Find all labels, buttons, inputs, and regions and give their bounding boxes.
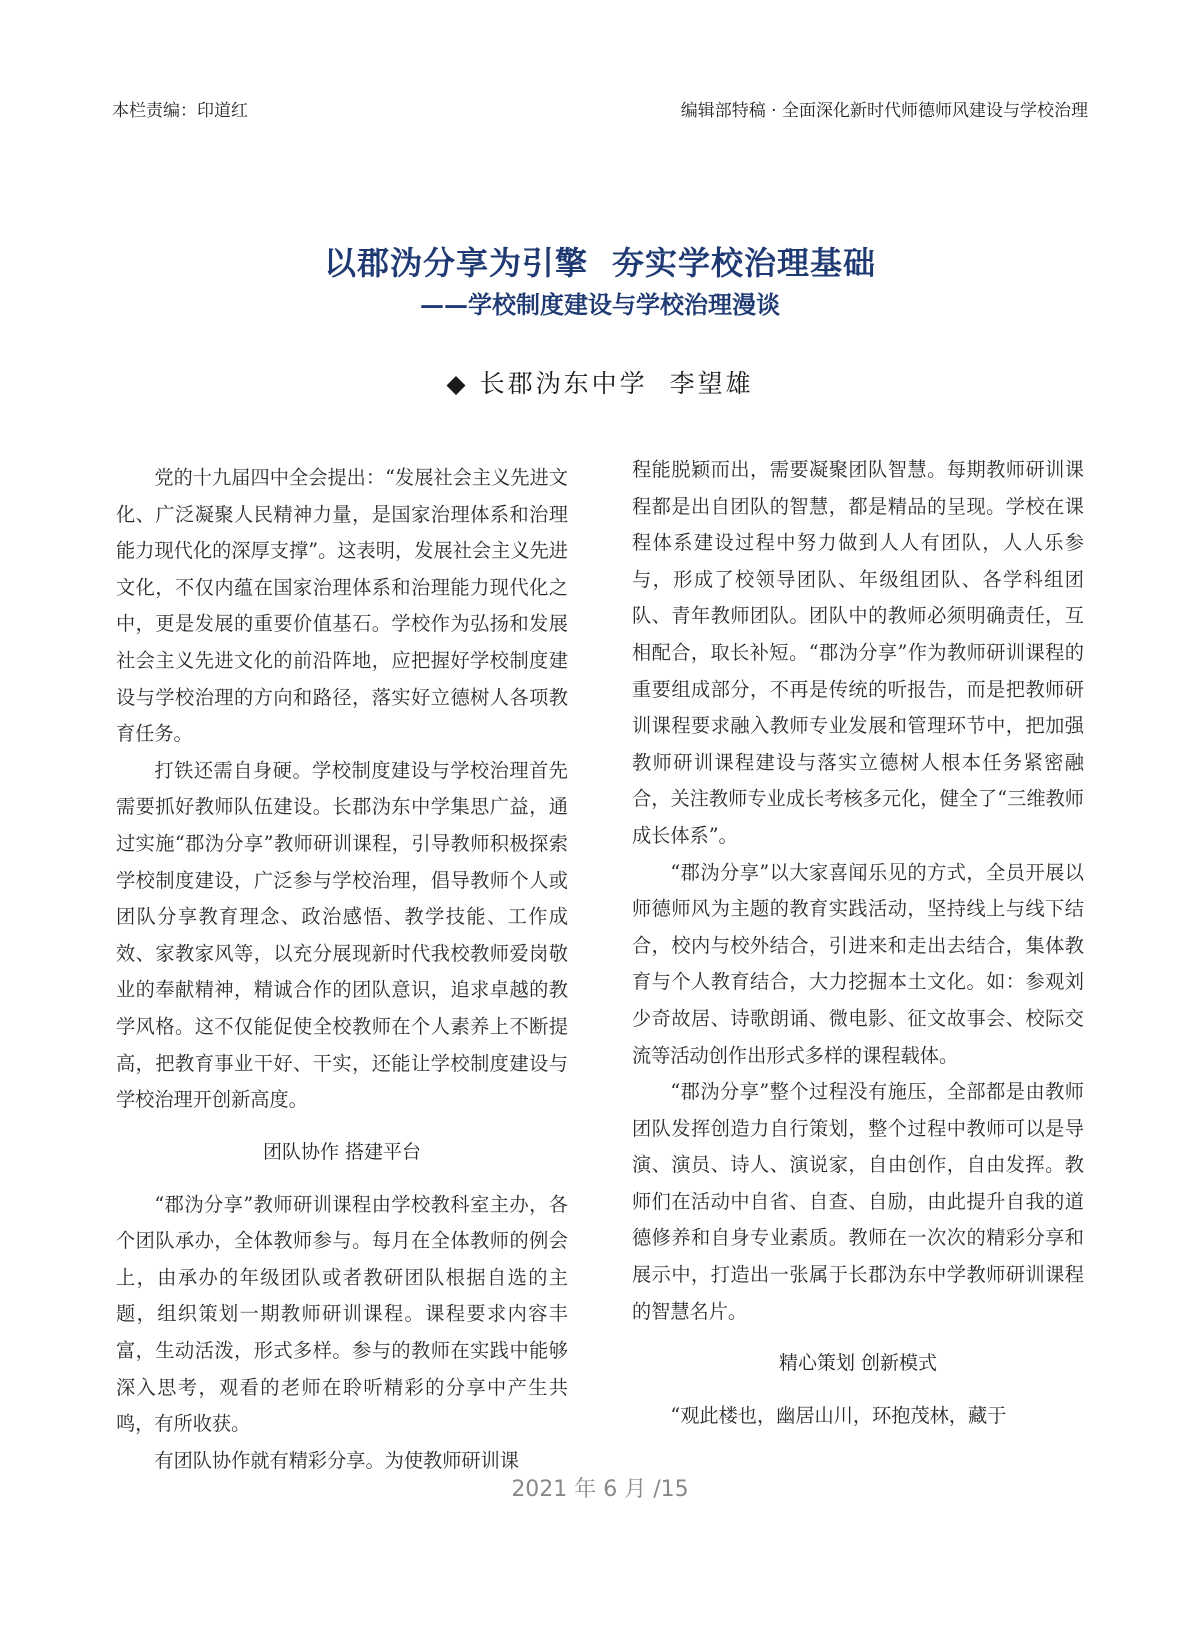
paragraph: “观此楼也，幽居山川，环抱茂林，藏于 bbox=[670, 1404, 1007, 1428]
right-column bbox=[632, 452, 1084, 1435]
paragraph: “郡沩分享”以大家喜闻乐见的方式，全员开展以师德师风为主题的教育实践活动，坚持线上与线下结合，校内与校外结合，引进来和走出去结合，集体教育与个人教育结合，大力挖掘本土文化。如：参观刘少奇故居、诗歌朗诵、微电影、征文故事会、校际交流等活动创作出形式多样的课程载体。 bbox=[632, 860, 1084, 1067]
paragraph: 党的十九届四中全会提出：“发展社会主义先进文化、广泛凝聚人民精神力量，是国家治理体系和治理能力现代化的深厚支撑”。这表明，发展社会主义先进文化，不仅内蕴在国家治理体系和治理能力现代化之中，更是发展的重要价值基石。学校作为弘扬和发展社会主义先进文化的前沿阵地，应把握好学校制度建设与学校治理的方向和路径，落实好立德树人各项教育任务。 bbox=[116, 466, 568, 746]
title-part-2: 夯实学校治理基础 bbox=[612, 244, 877, 282]
paragraph: “郡沩分享”教师研训课程由学校教科室主办，各个团队承办，全体教师参与。每月在全体教师的例会上，由承办的年级团队或者教研团队根据自选的主题，组织策划一期教师研训课程。课程要求内容丰富，生动活泼，形式多样。参与的教师在实践中能够深入思考，观看的老师在聆听精彩的分享中产生共鸣，有所收获。 bbox=[116, 1192, 568, 1436]
section-heading: 精心策划 创新模式 bbox=[778, 1352, 938, 1375]
author-line bbox=[0, 366, 1200, 402]
author-school: 长郡沩东中学 bbox=[479, 369, 648, 398]
paragraph: “郡沩分享”整个过程没有施压，全部都是由教师团队发挥创造力自行策划，整个过程中教师可以是导演、演员、诗人、演说家，自由创作，自由发挥。教师们在活动中自省、自查、自励，由此提升自我的道德修养和自身专业素质。教师在一次次的精彩分享和展示中，打造出一张属于长郡沩东中学教师研训课程的智慧名片。 bbox=[632, 1080, 1084, 1323]
page-number: 2021 年 6 月 /15 bbox=[511, 1477, 689, 1502]
section-heading: 团队协作 搭建平台 bbox=[262, 1140, 422, 1163]
column-editor: 本栏责编：印道红 bbox=[112, 101, 248, 121]
diamond-bullet-icon: ◆ bbox=[446, 369, 469, 398]
title-part-1: 以郡沩分享为引擎 bbox=[323, 244, 588, 282]
paragraph-continued: 程能脱颖而出，需要凝聚团队智慧。每期教师研训课程都是出自团队的智慧，都是精品的呈现。学校在课程体系建设过程中努力做到人人有团队，人人乐参与，形成了校领导团队、年级组团队、各学科组团队、青年教师团队。团队中的教师必须明确责任，互相配合，取长补短。“郡沩分享”作为教师研训课程的重要组成部分，不再是传统的听报告，而是把教师研训课程要求融入教师专业发展和管理环节中，把加强教师研训课程建设与落实立德树人根本任务紧密融合，关注教师专业成长考核多元化，健全了“三维教师成长体系”。 bbox=[632, 458, 1084, 847]
title-block bbox=[0, 240, 1200, 322]
paragraph: 打铁还需自身硬。学校制度建设与学校治理首先需要抓好教师队伍建设。长郡沩东中学集思广益，通过实施“郡沩分享”教师研训课程，引导教师积极探索学校制度建设，广泛参与学校治理，倡导教师个人或团队分享教育理念、政治感悟、教学技能、工作成效、家教家风等，以充分展现新时代我校教师爱岗敬业的奉献精神，精诚合作的团队意识，追求卓越的教学风格。这不仅能促使全校教师在个人素养上不断提高，把教育事业干好、干实，还能让学校制度建设与学校治理开创新高度。 bbox=[116, 758, 568, 1112]
author-name: 李望雄 bbox=[669, 369, 754, 398]
article-subtitle: ——学校制度建设与学校治理漫谈 bbox=[420, 290, 780, 319]
paragraph: 有团队协作就有精彩分享。为使教师研训课 bbox=[154, 1448, 519, 1472]
section-header: 编辑部特稿 · 全面深化新时代师德师风建设与学校治理 bbox=[680, 101, 1088, 121]
article-title bbox=[0, 240, 1200, 286]
left-column bbox=[116, 460, 568, 1479]
